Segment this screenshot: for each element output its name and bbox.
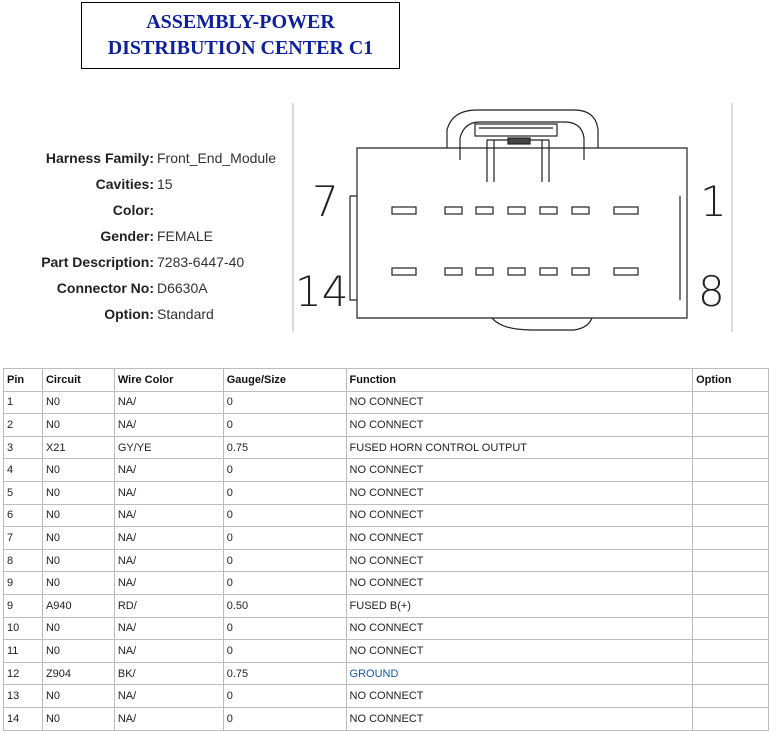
info-value: Front_End_Module	[157, 150, 277, 166]
table-row	[4, 617, 769, 640]
info-value: Standard	[157, 306, 214, 322]
table-row	[4, 594, 769, 617]
pin-label-bottom-left: 14	[295, 267, 349, 316]
cell-function: NO CONNECT	[346, 685, 693, 708]
cell-pin: 13	[4, 685, 43, 708]
info-row-connector-no	[0, 280, 300, 306]
cell-pin: 4	[4, 459, 43, 482]
cell-gauge-size: 0	[223, 459, 346, 482]
cell-option	[693, 572, 769, 595]
cell-pin: 3	[4, 436, 43, 459]
cavity-row-bottom	[392, 268, 638, 275]
connector-diagram	[292, 100, 734, 336]
title-box	[81, 2, 400, 69]
cell-wire-color: RD/	[114, 594, 223, 617]
title-line-2: DISTRIBUTION CENTER C1	[107, 37, 374, 59]
pinout-table	[3, 368, 769, 731]
cell-function: NO CONNECT	[346, 527, 693, 550]
cell-option	[693, 391, 769, 414]
table-row	[4, 685, 769, 708]
cell-wire-color: NA/	[114, 707, 223, 730]
cell-option	[693, 504, 769, 527]
info-value: 15	[157, 176, 173, 192]
cell-gauge-size: 0	[223, 572, 346, 595]
table-row	[4, 459, 769, 482]
cell-wire-color: NA/	[114, 549, 223, 572]
cell-gauge-size: 0	[223, 617, 346, 640]
cell-circuit: N0	[42, 685, 114, 708]
pin-label-top-left: 7	[312, 177, 339, 226]
col-header-function: Function	[346, 369, 693, 392]
cell-pin: 1	[4, 391, 43, 414]
cell-option	[693, 640, 769, 663]
cell-wire-color: NA/	[114, 504, 223, 527]
col-header-gauge-size: Gauge/Size	[223, 369, 346, 392]
cell-circuit: N0	[42, 459, 114, 482]
info-row-cavities	[0, 176, 300, 202]
cell-function: NO CONNECT	[346, 481, 693, 504]
table-row	[4, 707, 769, 730]
info-row-option	[0, 306, 300, 332]
info-label: Gender:	[100, 228, 154, 244]
cell-function: NO CONNECT	[346, 459, 693, 482]
col-header-wire-color: Wire Color	[114, 369, 223, 392]
table-row	[4, 414, 769, 437]
table-row	[4, 504, 769, 527]
cell-circuit: N0	[42, 527, 114, 550]
cell-pin: 2	[4, 414, 43, 437]
info-value: 7283-6447-40	[157, 254, 245, 270]
info-row-gender	[0, 228, 300, 254]
pin-label-bottom-right: 8	[698, 267, 725, 316]
cell-pin: 11	[4, 640, 43, 663]
cell-option	[693, 436, 769, 459]
cell-option	[693, 707, 769, 730]
cell-option	[693, 527, 769, 550]
info-value: D6630A	[157, 280, 208, 296]
cell-pin: 5	[4, 481, 43, 504]
cell-gauge-size: 0	[223, 549, 346, 572]
cell-gauge-size: 0	[223, 707, 346, 730]
cell-wire-color: NA/	[114, 640, 223, 663]
cell-wire-color: NA/	[114, 481, 223, 504]
cell-wire-color: NA/	[114, 414, 223, 437]
table-header-row	[4, 369, 769, 392]
cell-wire-color: NA/	[114, 391, 223, 414]
cell-pin: 10	[4, 617, 43, 640]
table-body	[4, 391, 769, 730]
cell-gauge-size: 0.50	[223, 594, 346, 617]
table-row	[4, 527, 769, 550]
cell-circuit: A940	[42, 594, 114, 617]
cell-pin: 9	[4, 594, 43, 617]
cell-option	[693, 685, 769, 708]
cell-pin: 7	[4, 527, 43, 550]
cell-function: NO CONNECT	[346, 549, 693, 572]
cell-wire-color: GY/YE	[114, 436, 223, 459]
title-line-1: ASSEMBLY-POWER	[146, 11, 335, 33]
cell-circuit: N0	[42, 549, 114, 572]
cell-option	[693, 549, 769, 572]
info-label: Part Description:	[41, 254, 154, 270]
cell-gauge-size: 0	[223, 481, 346, 504]
cell-gauge-size: 0.75	[223, 436, 346, 459]
col-header-option: Option	[693, 369, 769, 392]
cell-option	[693, 617, 769, 640]
table-row	[4, 481, 769, 504]
cell-wire-color: NA/	[114, 685, 223, 708]
cell-wire-color: NA/	[114, 527, 223, 550]
cell-option	[693, 481, 769, 504]
cell-gauge-size: 0	[223, 527, 346, 550]
cell-function: NO CONNECT	[346, 504, 693, 527]
cell-function: FUSED B(+)	[346, 594, 693, 617]
info-label: Option:	[104, 306, 154, 322]
info-row-part-description	[0, 254, 300, 280]
cell-wire-color: BK/	[114, 662, 223, 685]
col-header-circuit: Circuit	[42, 369, 114, 392]
cell-circuit: N0	[42, 617, 114, 640]
table-row	[4, 640, 769, 663]
cell-wire-color: NA/	[114, 459, 223, 482]
cell-option	[693, 662, 769, 685]
connector-housing	[350, 110, 687, 330]
cell-function: NO CONNECT	[346, 617, 693, 640]
cell-wire-color: NA/	[114, 617, 223, 640]
cell-option	[693, 414, 769, 437]
info-label: Connector No:	[56, 280, 154, 296]
cell-gauge-size: 0	[223, 391, 346, 414]
cell-gauge-size: 0	[223, 685, 346, 708]
table-row	[4, 572, 769, 595]
cell-function: NO CONNECT	[346, 707, 693, 730]
cell-gauge-size: 0	[223, 504, 346, 527]
cavity-row-top	[392, 207, 638, 214]
cell-wire-color: NA/	[114, 572, 223, 595]
cell-function[interactable]: GROUND	[346, 662, 693, 685]
cell-circuit: N0	[42, 572, 114, 595]
table-row	[4, 549, 769, 572]
cell-circuit: X21	[42, 436, 114, 459]
cell-function: NO CONNECT	[346, 391, 693, 414]
info-value: FEMALE	[157, 228, 214, 244]
table-row	[4, 391, 769, 414]
cell-function: NO CONNECT	[346, 572, 693, 595]
table-row	[4, 436, 769, 459]
cell-option	[693, 459, 769, 482]
pin-label-top-right: 1	[700, 177, 727, 226]
cell-function: NO CONNECT	[346, 640, 693, 663]
cell-pin: 8	[4, 549, 43, 572]
col-header-pin: Pin	[4, 369, 43, 392]
cell-circuit: N0	[42, 481, 114, 504]
cell-gauge-size: 0	[223, 414, 346, 437]
cell-option	[693, 594, 769, 617]
cell-circuit: N0	[42, 707, 114, 730]
cell-circuit: N0	[42, 640, 114, 663]
cell-pin: 14	[4, 707, 43, 730]
cell-circuit: N0	[42, 414, 114, 437]
cell-function: NO CONNECT	[346, 414, 693, 437]
info-label: Color:	[112, 202, 154, 218]
info-row-harness-family	[0, 150, 300, 176]
table-row	[4, 662, 769, 685]
info-row-color	[0, 202, 300, 228]
cell-gauge-size: 0.75	[223, 662, 346, 685]
cell-gauge-size: 0	[223, 640, 346, 663]
cell-circuit: N0	[42, 504, 114, 527]
cell-function: FUSED HORN CONTROL OUTPUT	[346, 436, 693, 459]
cell-circuit: N0	[42, 391, 114, 414]
cell-pin: 6	[4, 504, 43, 527]
cell-pin: 12	[4, 662, 43, 685]
info-label: Harness Family:	[45, 150, 154, 166]
cell-circuit: Z904	[42, 662, 114, 685]
cell-pin: 9	[4, 572, 43, 595]
info-label: Cavities:	[95, 176, 154, 192]
